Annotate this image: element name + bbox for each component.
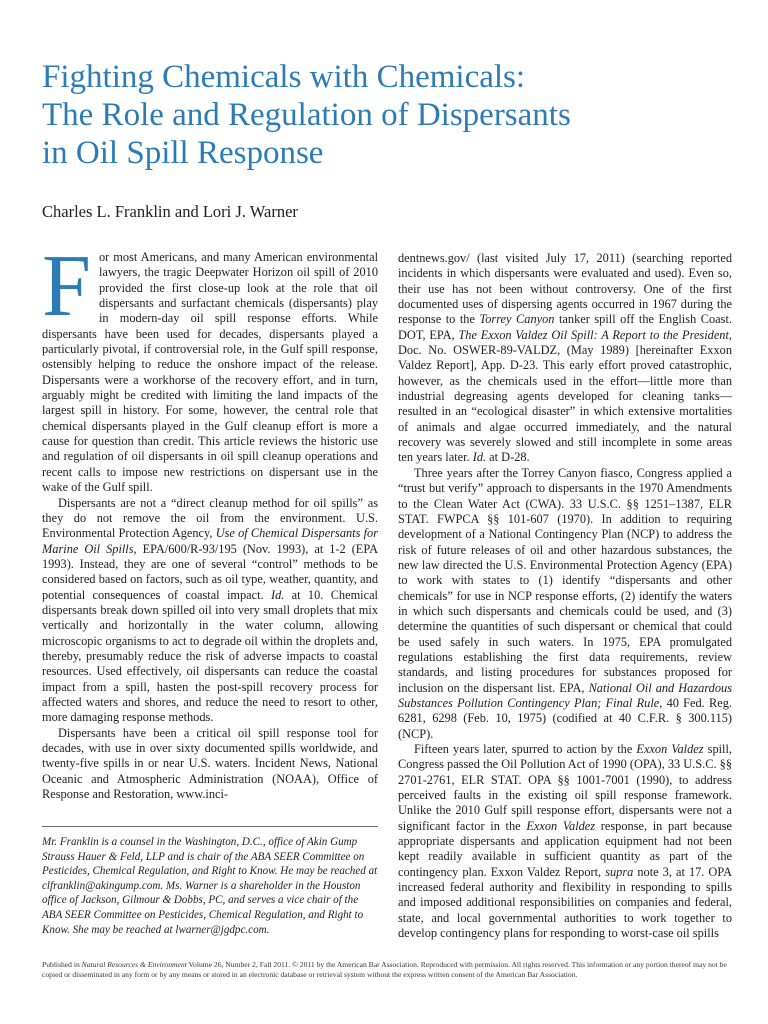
left-paragraph-3: Dispersants have been a critical oil spill response tool for decades, with use in over sixty documented spills worldwide, and twenty-five spills in or near U.S. waters. Incident News, National Oceanic and Atmospheric Administration (NOAA), Office of Response and Restoration, www.inci- [42,725,378,802]
right-p2-italic: National Oil and Hazardous Substances Pollution Contingency Plan; Final Rule [398,680,732,710]
left-p2-text-b: , EPA/600/R-93/195 (Nov. 1993), at 1-2 (EPA 1993). Instead, they are one of several “control” methods to be considered based on factors, such as oil type, weather, quantity, and potential consequences of coastal impact. [42,541,378,602]
right-p2-text-a: Three years after the Torrey Canyon fiasco, Congress applied a “trust but verify” approach to dispersants in the 1970 Amendments to the Clean Water Act (CWA). 33 U.S.C. §§ 1251–1387, ELR STAT. FWPCA §§ 101-607 (1970). In addition to requiring development of a National Contingency Plan (NCP) to address the risk of future releases of oil and other hazardous substances, the new law directed the U.S. Environmental Protection Agency (EPA) to work with states to (1) identify “dispersants and other chemicals” for use in NCP response efforts, (2) identify the waters in which such dispersants and chemicals could be used, and (3) determine the quantities of such dispersant or chemical that could be used safely in such waters. In 1975, EPA promulgated regulations establishing the first data requirements, review standards, and listing procedures for substances proposed for inclusion on the dispersant list. EPA, [398,465,732,695]
footer-text-a: Published in [42,960,82,969]
left-column [42,238,379,802]
right-p1-text-c: , Doc. No. OSWER-89-VALDZ, (May 1989) [hereinafter Exxon Valdez Report], App. D-23. This early effort proved catastrophic, however, as the chemicals used in the effort—little more than industrial degreasing agents developed for cleaning tanks—resulted in an “ecological disaster” in which extensive mortalities of animals and algae occurred immediately, and the natural recovery was severely slowed and still incomplete in some areas ten years later. [398,327,732,465]
left-p2-citation: Use of Chemical Dispersants for Marine Oil Spills [42,526,379,556]
title-line-3: in Oil Spill Response [42,135,324,171]
left-paragraph-1 [42,238,378,496]
left-paragraph-2 [42,496,378,726]
footer-text-b: Volume 26, Number 2, Fall 2011. © 2011 by the American Bar Association. Reproduced with permission. All rights reserved. This information or any portion thereof may not be copied or disseminated in any form or by any means or stored in an electronic database or retrieval system without the express written consent of the American Bar Association. [42,960,727,980]
right-p1-italic-2: The Exxon Valdez Oil Spill: A Report to the President [458,327,729,342]
left-p2-text-a: Dispersants are not a “direct cleanup method for oil spills” as they do not remove the oil from the environment. U.S. Environmental Protection Agency, [42,495,378,541]
right-p3-text-b: spill, Congress passed the Oil Pollution Act of 1990 (OPA), 33 U.S.C. §§ 2701-2761, ELR STAT. OPA §§ 1001-7001 (1990), to address perceived faults in the existing oil spill response framework. Unlike the 2010 Gulf spill response effort, dispersants were not a significant factor in the [398,742,732,833]
right-p1-text-d: at D-28. [486,450,530,465]
right-p3-text-a: Fifteen years later, spurred to action by the [414,742,637,756]
right-paragraph-1 [398,251,732,466]
left-p2-text-c: at 10. Chemical dispersants break down spilled oil into very small droplets that mix vertically and horizontally in the water column, allowing microscopic organisms to act to degrade oil within the droplets and, thereby, presumably reduce the risk of adverse impacts to coastal resources. Used effectively, oil dispersants can reduce the coastal impact from a spill, hasten the post-spill recovery process for affected waters and shores, and reduce the need to resort to other, more damaging response methods. [42,587,378,725]
title-line-2: The Role and Regulation of Dispersants [42,97,571,133]
copyright-footer [42,960,732,981]
article-title [42,58,732,172]
right-paragraph-2 [398,466,732,742]
footer-journal: Natural Resources & Environment [81,960,187,969]
right-p1-text-a: dentnews.gov/ (last visited July 17, 2011) (searching reported incidents in which dispersants were evaluated and used). Even so, their use has not been without controversy. One of the first documented uses of dispersing agents occurred in 1967 during the response to the [398,251,732,327]
right-p1-text-b: tanker spill off the English Coast. DOT, EPA, [398,312,732,342]
right-column [398,251,732,941]
right-p1-id: Id. [472,450,487,465]
right-p3-italic-1: Exxon Valdez [636,742,704,756]
drop-cap: F [42,238,91,335]
right-p3-text-c: response, in part because appropriate dispersants and application equipment had not been kept readily available in sufficient quantity as part of the contingency plan. Exxon Valdez Report, [398,818,732,879]
author-note: Mr. Franklin is a counsel in the Washington, D.C., office of Akin Gump Strauss Hauer & Feld, LLP and is chair of the ABA SEER Committee on Pesticides, Chemical Regulation, and Right to Know. He may be reached at clfranklin@akingump.com. Ms. Warner is a shareholder in the Houston office of Jackson, Gilmour & Dobbs, PC, and serves a vice chair of the ABA SEER Committee on Pesticides, Chemical Regulation, and Right to Know. She may be reached at lwarner@jgdpc.com. [42,836,378,936]
right-p3-italic-3: supra [605,864,634,879]
title-line-1: Fighting Chemicals with Chemicals: [42,59,526,95]
note-divider [42,826,378,827]
right-paragraph-3 [398,742,732,941]
right-p2-text-b: , 40 Fed. Reg. 6281, 6298 (Feb. 10, 1975) (codified at 40 C.F.R. § 300.115) (NCP). [398,695,732,741]
right-p1-italic-1: Torrey Canyon [479,312,555,327]
left-p1-text: or most Americans, and many American environmental lawyers, the tragic Deepwater Horizon oil spill of 2010 provided the first close-up look at the role that oil dispersants and surfactant chemicals (dispersants) play in modern-day oil spill response efforts. While dispersants have been used for decades, dispersants played a particularly pivotal, if controversial role, in the Gulf spill response, ostensibly helping to reduce the onshore impact of the release. Dispersants were a workhorse of the recovery effort, and in turn, arguably might be credited with limiting the land impacts of the largest spill in history. For some, however, the central role that chemical dispersants played in the Gulf cleanup effort is more a cause for question than credit. This article reviews the historic use and regulation of oil dispersants in oil spill cleanup operations and recent calls to impose new restrictions on dispersant use in the wake of the Gulf spill. [42,250,378,495]
right-p3-text-d: note 3, at 17. OPA increased federal authority and flexibility in responding to spills and imposed additional responsibilities on companies and federal, state, and local governmental authorities to work together to develop contingency plans for responding to worst-case oil spills [398,864,732,941]
right-p3-italic-2: Exxon Valdez [526,818,596,833]
left-p2-id: Id. [270,587,285,602]
authors: Charles L. Franklin and Lori J. Warner [42,202,298,221]
